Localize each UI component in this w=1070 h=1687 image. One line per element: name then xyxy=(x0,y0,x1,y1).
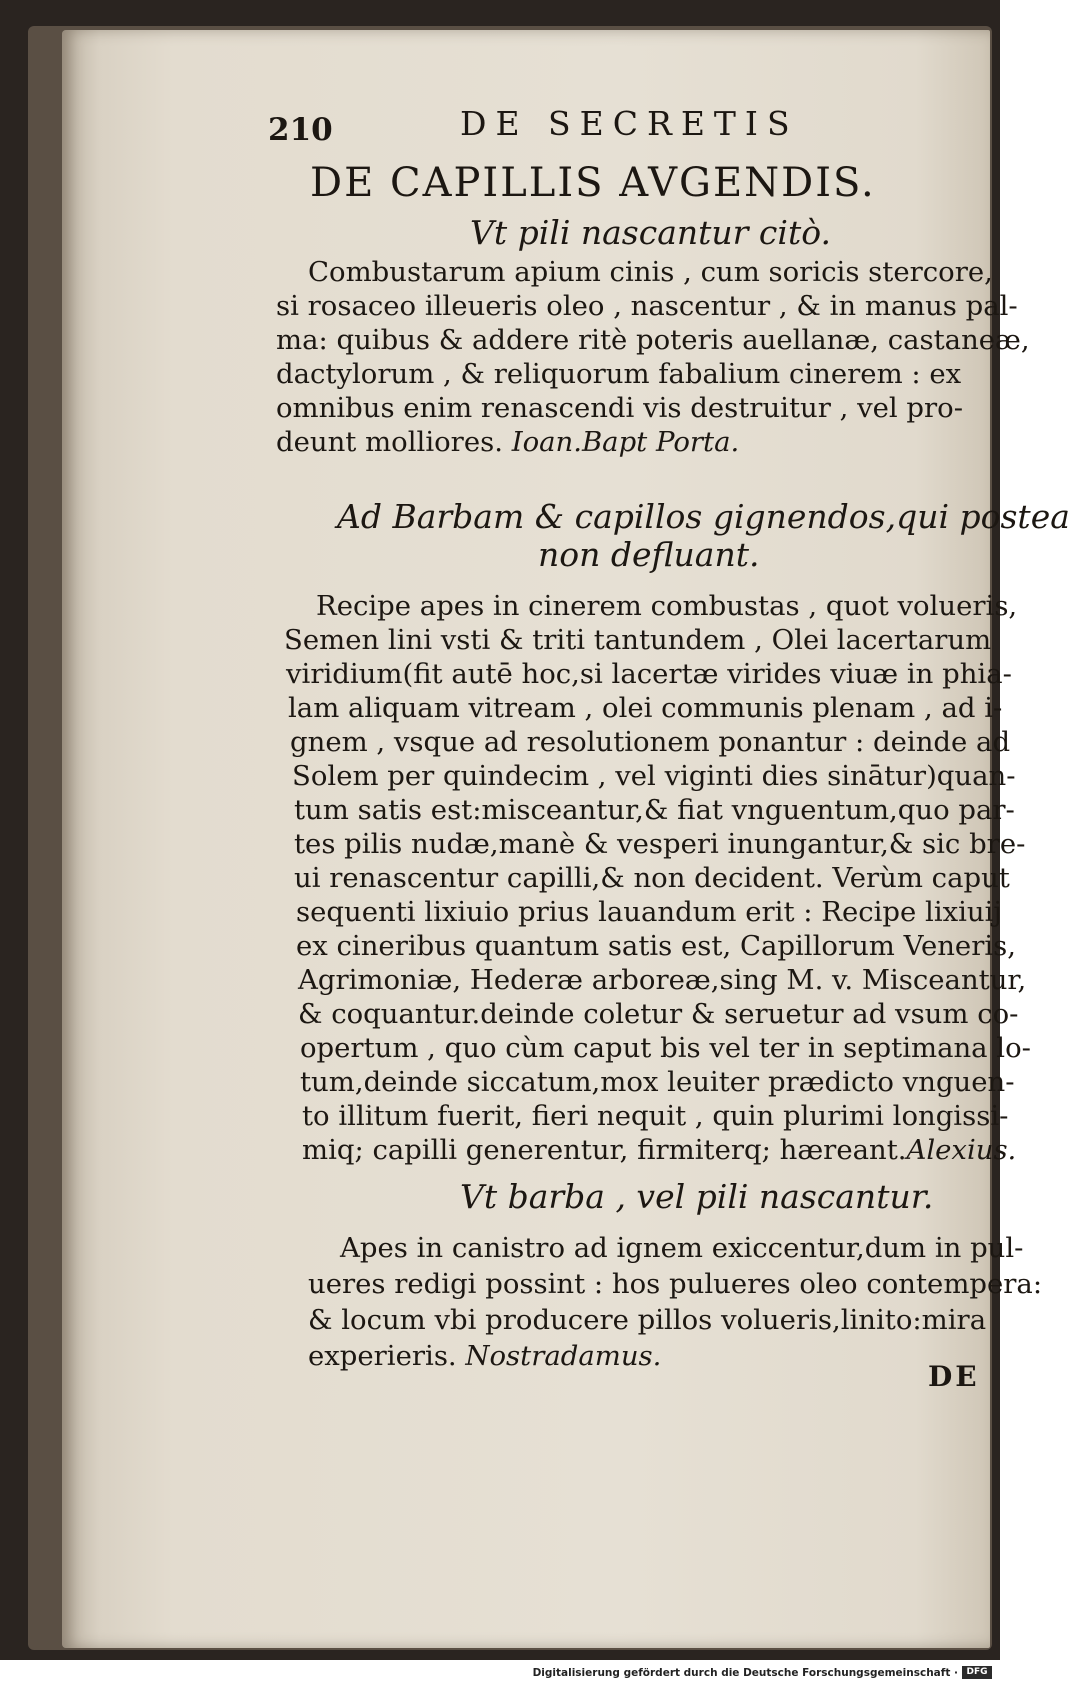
text-line-content: deunt molliores. xyxy=(276,426,503,458)
text-line: tum,deinde siccatum,mox leuiter prædicto vnguen- xyxy=(300,1066,1015,1098)
text-line: ui renascentur capilli,& non decident. Verùm caput xyxy=(294,862,1010,894)
text-line: viridium(fit autē hoc,si lacertæ virides viuæ in phia- xyxy=(286,658,1012,690)
section-subheading: Ad Barbam & capillos gignendos,qui postea xyxy=(337,497,1070,536)
text-line: Agrimoniæ, Hederæ arboreæ,sing M. v. Misceantur, xyxy=(298,964,1027,996)
text-line: opertum , quo cùm caput bis vel ter in septimana lo- xyxy=(300,1032,1031,1064)
text-line: Combustarum apium cinis , cum soricis stercore, xyxy=(308,256,993,288)
author-signature: Nostradamus. xyxy=(465,1340,662,1372)
section-subheading-continued: non defluant. xyxy=(538,535,760,574)
running-head: DE SECRETIS xyxy=(460,104,799,143)
text-line-content: experieris. xyxy=(308,1340,457,1372)
section-subheading: Vt barba , vel pili nascantur. xyxy=(460,1177,934,1216)
catchword: DE xyxy=(928,1360,980,1393)
text-line: gnem , vsque ad resolutionem ponantur : deinde ad xyxy=(290,726,1011,758)
text-line: ueres redigi possint : hos pulueres oleo contempera: xyxy=(308,1268,1043,1300)
text-line xyxy=(308,1340,661,1372)
text-line: dactylorum , & reliquorum fabalium cinerem : ex xyxy=(276,358,962,390)
text-line: & coquantur.deinde coletur & seruetur ad vsum co- xyxy=(298,998,1019,1030)
text-line: Recipe apes in cinerem combustas , quot volueris, xyxy=(316,590,1018,622)
author-signature: Ioan.Bapt Porta. xyxy=(511,426,740,458)
digitization-credit: Digitalisierung gefördert durch die Deutsche Forschungsgemeinschaft · xyxy=(532,1667,958,1679)
text-line: lam aliquam vitream , olei communis plenam , ad i- xyxy=(288,692,1003,724)
text-line: tum satis est:misceantur,& fiat vnguentum,quo par- xyxy=(294,794,1015,826)
text-line xyxy=(276,426,739,458)
text-line: & locum vbi producere pillos volueris,linito:mira xyxy=(308,1304,987,1336)
text-line xyxy=(302,1134,1016,1166)
chapter-title: DE CAPILLIS AVGENDIS. xyxy=(310,160,876,206)
text-line: to illitum fuerit, fieri nequit , quin plurimi longissi- xyxy=(302,1100,1009,1132)
dfg-logo: DFG xyxy=(962,1666,992,1679)
text-line: Solem per quindecim , vel viginti dies sinātur)quan- xyxy=(292,760,1016,792)
text-line: ex cineribus quantum satis est, Capillorum Veneris, xyxy=(296,930,1016,962)
text-line: Apes in canistro ad ignem exiccentur,dum in pul- xyxy=(340,1232,1024,1264)
page-number: 210 xyxy=(268,112,333,148)
text-line: ma: quibus & addere ritè poteris auellanæ, castaneæ, xyxy=(276,324,1030,356)
text-line: omnibus enim renascendi vis destruitur , vel pro- xyxy=(276,392,964,424)
text-line: si rosaceo illeueris oleo , nascentur , & in manus pal- xyxy=(276,290,1018,322)
text-line-content: miq; capilli generentur, firmiterq; hæreant. xyxy=(302,1134,907,1166)
section-subheading: Vt pili nascantur citò. xyxy=(470,213,831,252)
text-line: tes pilis nudæ,manè & vesperi inungantur,& sic bre- xyxy=(294,828,1026,860)
text-line: Semen lini vsti & triti tantundem , Olei lacertarum xyxy=(284,624,992,656)
text-line: sequenti lixiuio prius lauandum erit : Recipe lixiuij xyxy=(296,896,1002,928)
author-signature: Alexius. xyxy=(906,1134,1017,1166)
